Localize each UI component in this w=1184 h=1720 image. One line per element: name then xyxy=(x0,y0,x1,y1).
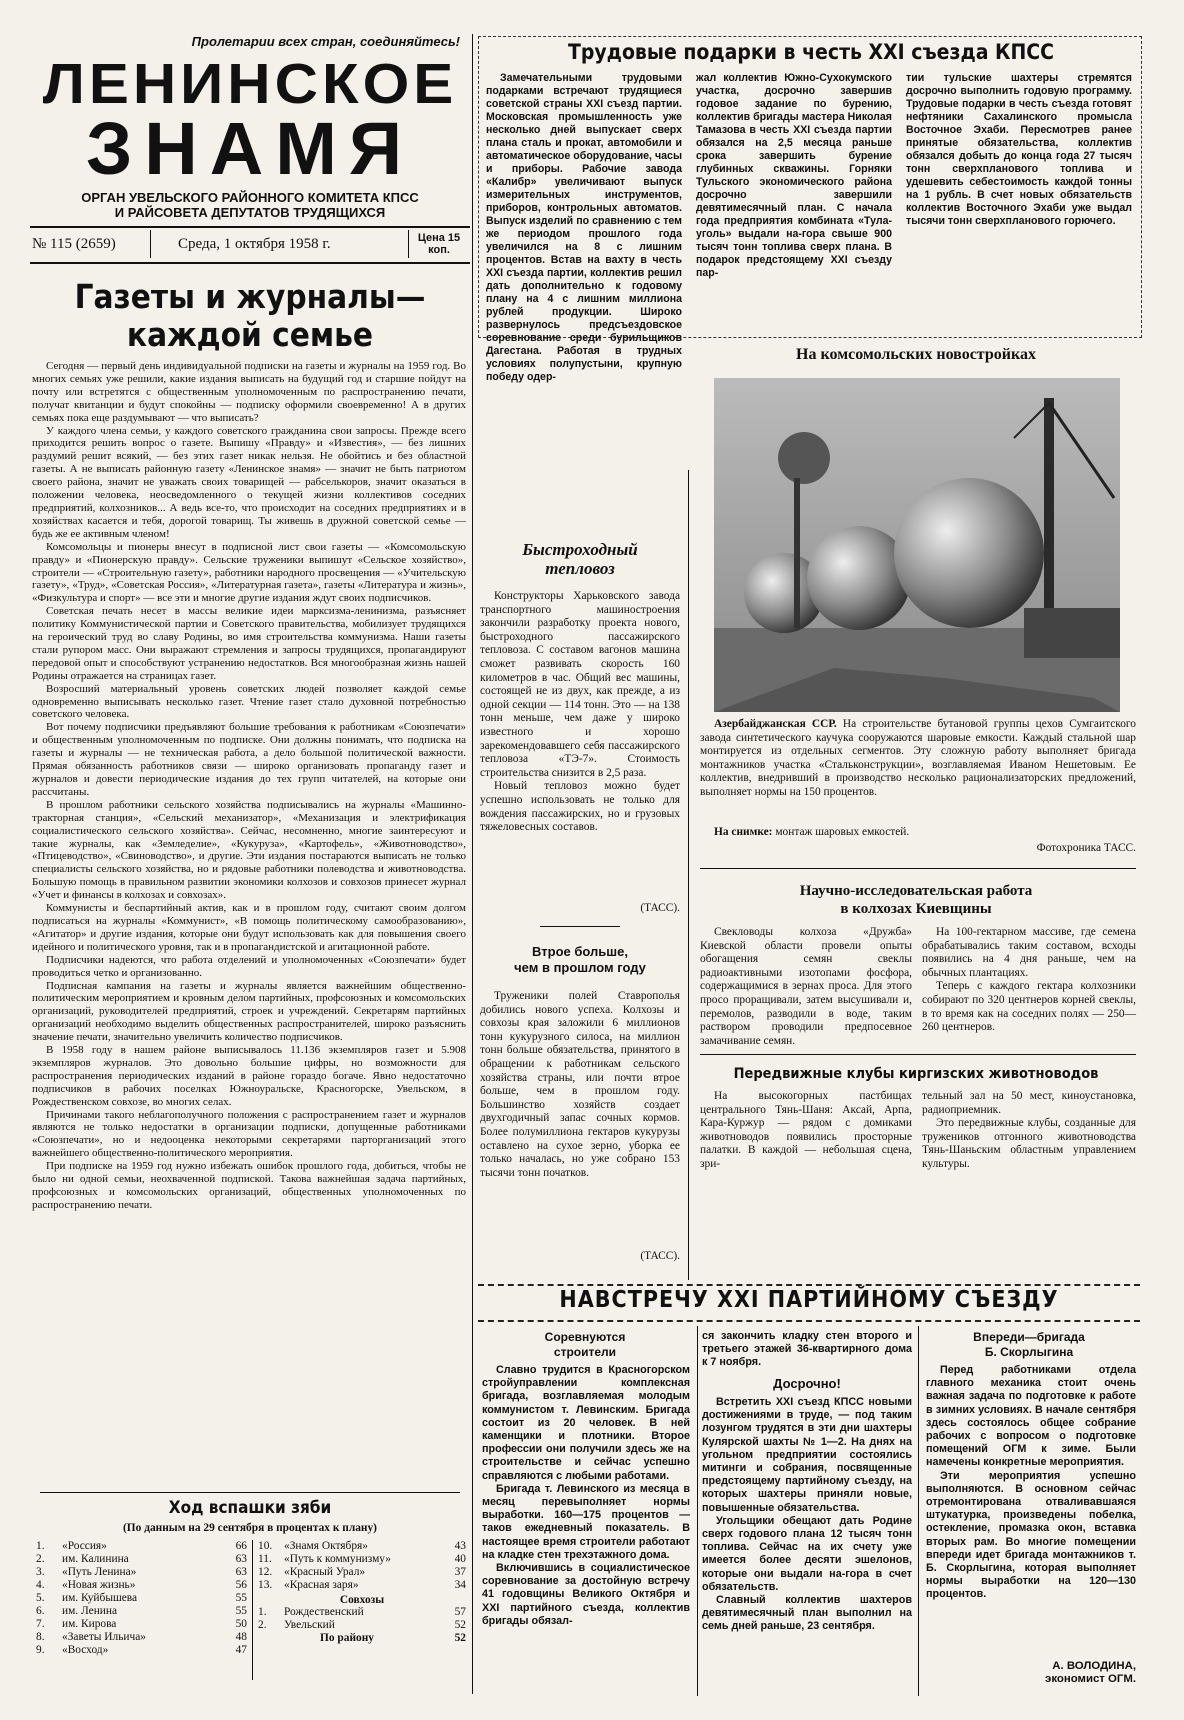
plowing-value: 40 xyxy=(454,1553,466,1565)
editorial-title: Газеты и журналы— каждой семье xyxy=(74,277,426,354)
paragraph: Славно трудится в Красногорском стройуправлении комплексная бригада, возглавляемая молодым коммунистом т. Левинским. Бригада состоит из 20 человек. В ней каменщики и плотники. Второе профессии они получили здесь же на строительстве и сейчас успешно справляются с любыми работами. xyxy=(482,1364,690,1482)
komsomol-caption: Азербайджанская ССР. На строительстве бутановой группы цехов Сумгаитского завода синтетического каучука сооружаются шаровые емкости. Каждый стальной шар монтируется из отдельных сегментов. Эту сложную работу выполняет бригада монтажников участка «Стальконструкции», возглавляемая Иваном Нешетовым. Ее коллектив, внедривший в производство несколько рационализаторских предложений, выполняет нормы на 150 процентов. xyxy=(700,718,1136,798)
paragraph: Конструкторы Харьковского завода транспортного машиностроения закончили разработку проекта нового, быстроходного пассажирского тепловоза. С составом вагонов машина сможет развивать скорость 160 километров в час. Общий вес машины, состоящей не из двух, как прежде, а из одной секции — 114 тонн. Это — на 138 тонн меньше, чем даже у широко известного и хорошо зарекомендовавшего себя пассажирского тепловоза «ТЭ-7». Стоимость строительства снизится в 2,5 раза. xyxy=(480,590,680,779)
clubs-title: Передвижные клубы киргизских животноводов xyxy=(733,1066,1099,1082)
paragraph: Включившись в социалистическое соревнование за достойную встречу 41 годовщины Великого Октября и XXI партийного съезда, коллектив бригады обязал- xyxy=(482,1562,690,1627)
plowing-name: им. Кирова xyxy=(62,1618,117,1630)
gifts-title: Трудовые подарки в честь XXI съезда КПСС xyxy=(567,40,1055,64)
plowing-value: 66 xyxy=(235,1540,247,1552)
congress-a3-author: А. ВОЛОДИНА, экономист ОГМ. xyxy=(1045,1660,1136,1685)
plowing-num: 3. xyxy=(36,1566,45,1578)
locomotive-title: Быстроходный тепловоз xyxy=(522,540,638,578)
clubs-col-2: тельный зал на 50 мест, киноустановка, радиоприемник. Это передвижные клубы, созданные для тружеников отгонного животноводства Тянь-Шаньским областным управлением культуры. xyxy=(922,1090,1136,1170)
plowing-row xyxy=(34,1644,249,1657)
plowing-name: «Восход» xyxy=(62,1644,109,1656)
plowing-name: «Россия» xyxy=(62,1540,107,1552)
plowing-num: 6. xyxy=(36,1605,45,1617)
plowing-num: 2. xyxy=(258,1619,267,1631)
plowing-row xyxy=(34,1540,249,1553)
paragraph: Советская печать несет в массы великие идеи марксизма-ленинизма, разъясняет политику Коммунистической партии и Советского правительства, мобилизует трудящихся на героический труд во славу Родины, во имя строительства коммунизма. Наши газеты стали рупором масс. Они выражают стремления и запросы трудящихся, пропагандируют передовой опыт и способствуют устранению недостатков. Вся многообразная жизнь нашей Родины отражается на страницах газет. xyxy=(32,605,466,682)
research-title: Научно-исследовательская работа в колхозах Киевщины xyxy=(799,883,1033,917)
plowing-row xyxy=(34,1605,249,1618)
plowing-name: Рождественский xyxy=(284,1606,364,1618)
plowing-row xyxy=(256,1566,468,1579)
plowing-num: 4. xyxy=(36,1579,45,1591)
plowing-name: им. Ленина xyxy=(62,1605,118,1617)
paragraph: В 1958 году в нашем районе выписывалось 11.136 экземпляров газет и 5.908 экземпляров журналов. Это довольно большие цифры, но возможности для распространения периодических изданий в районе гораздо богаче. Явно недостаточно подписчиков в рабочих поселках Южноуральске, Красногорске, Увельском, в Рождественском совхозе, во многих селах. xyxy=(32,1044,466,1108)
plowing-row xyxy=(34,1618,249,1631)
issue-date: Среда, 1 октября 1958 г. xyxy=(178,236,331,252)
paragraph: Эти мероприятия успешно выполняются. В основном сейчас отремонтирована отваливавшаяся штукатурка, произведены побелка, остекление, промазка окон, вставка вторых рам. Во многие помещении впереди идет бригада монтажников т. Б. Скорлыгина, которая выполняет нормы выработки на 120—130 процентов. xyxy=(926,1469,1136,1601)
congress-a2-continuation: ся закончить кладку стен второго и третьего этажей 36-квартирного дома к 7 ноября. xyxy=(702,1330,912,1369)
komsomol-photo-note: На снимке: монтаж шаровых емкостей. xyxy=(714,826,910,838)
plowing-name: «Знамя Октября» xyxy=(284,1540,368,1552)
plowing-row xyxy=(256,1553,468,1566)
paragraph: Причинами такого неблагополучного положения с распространением газет и журналов являются не только недостатки в организации подписки, допущенные работниками «Союзпечати», но и недооценка некоторыми секретарями парторганизаций этого важнейшего общественно-политического мероприятия. xyxy=(32,1108,466,1160)
locomotive-source: (ТАСС). xyxy=(640,902,680,914)
gifts-col-3: тии тульские шахтеры стремятся досрочно выполнить годовую программу. Трудовые подарки в честь съезда готовят нефтяники Сахалинского промысла Восточное Эхаби. Пересмотрев ранее принятые обязательства, коллектив обязался добыть до конца года 27 тысяч тонн сверхпланового топлива и удешевить себестоимость каждой тонны на 1 рубль. В счет новых обязательств коллектив Восточного Эхаби уже выдал тысячи тонн сверхпланового горючего. xyxy=(906,72,1132,227)
plowing-name: «Путь к коммунизму» xyxy=(284,1553,391,1565)
plowing-row xyxy=(256,1540,468,1553)
plowing-value: 37 xyxy=(454,1566,466,1578)
subtitle-line-1: ОРГАН УВЕЛЬСКОГО РАЙОННОГО КОМИТЕТА КПСС xyxy=(81,190,419,205)
plowing-value: 55 xyxy=(235,1605,247,1617)
plowing-num: 7. xyxy=(36,1618,45,1630)
plowing-value: 50 xyxy=(235,1618,247,1630)
plowing-name: «Красный Урал» xyxy=(284,1566,366,1578)
paragraph: Бригада т. Левинского из месяца в месяц перевыполняет нормы выработки. 160—175 процентов — таков ежедневный показатель. В настоящее время строители работают на кладке стен трехэтажного дома. xyxy=(482,1482,690,1561)
plowing-value: 56 xyxy=(235,1579,247,1591)
congress-a3-body xyxy=(926,1364,1136,1602)
komsomol-credit: Фотохроника ТАСС. xyxy=(1036,842,1136,854)
plowing-num: 9. xyxy=(36,1644,45,1656)
editorial-body xyxy=(32,360,466,1212)
paragraph: Перед работниками отдела главного механика стоит очень важная задача по подготовке к работе в зимних условиях. В начале сентября здесь состоялось общее собрание рабочих с вопросом о подготовке помещений ОГМ к зиме. Были намечены конкретные мероприятия. xyxy=(926,1364,1136,1469)
issue-price: Цена 15 коп. xyxy=(417,232,461,256)
plowing-name: «Красная заря» xyxy=(284,1579,359,1591)
plowing-value: 34 xyxy=(454,1579,466,1591)
plowing-name: им. Куйбышева xyxy=(62,1592,138,1604)
gifts-col-2: жал коллектив Южно-Сухокумского участка, досрочно завершив годовое задание по бурению, коллектив бригады мастера Николая Тамазова в честь XXI съезда партии обязался на 2,5 месяца раньше срока завершить бурение глубинных скважины. Горняки Тульского экономического района досрочно завершили девятимесячный план. С начала года предприятия комбината «Тула-уголь» выдали на-гора свыше 900 тысяч тонн топлива сверх плана. В подарок предстоящему XXI съезду пар- xyxy=(696,72,892,279)
locomotive-body xyxy=(480,590,680,835)
paragraph: В прошлом работники сельского хозяйства подписывались на журналы «Машинно-тракторная станция», «Сельский механизатор», «Механизация и электрификация социалистического сельского хозяйства». Сейчас, несомненно, многие заинтересуют и такие журналы, как «Земледелие», «Кукуруза», «Картофель», «Животноводство», «Птицеводство», «Свиноводство», и другие. Эти издания постараются выписать не только специалисты сельского хозяйства, но и рядовые работники полеводства и животноводства. Большую помощь в правильном развитии экономики колхозов и совхозов принесет журнал «Учет и финансы в колхозах и совхозах». xyxy=(32,798,466,902)
plowing-row xyxy=(34,1579,249,1592)
congress-banner: НАВСТРЕЧУ XXI ПАРТИЙНОМУ СЪЕЗДУ xyxy=(559,1287,1059,1313)
plowing-table-right xyxy=(256,1540,468,1645)
paragraph: У каждого члена семьи, у каждого советского гражданина свои запросы. Прежде всего приходится решить вопрос о газете. Выпишу «Правду» и «Известия», — без лишних раздумий решит всякий, — без этих газет никак нельзя. Не обойтись и без областной газеты. А не выписать районную газету «Ленинское знамя» — значит не быть патриотом своего района, значит не уважать своих товарищей — рабселькоров, значит оказаться в положении человека, неосведомленного о текущей жизни коллективов соседних предприятий, колхозников... А ведь все-то, что происходит на соседних предприятиях и в хозяйствах касается и тебя, дорогой товарищ. Ты живешь в дружной советской семье — будь же ее активным членом! xyxy=(32,424,466,540)
plowing-value: 48 xyxy=(235,1631,247,1643)
plowing-value: 47 xyxy=(235,1644,247,1656)
plowing-name: Увельский xyxy=(284,1619,335,1631)
district-value: 52 xyxy=(454,1632,466,1644)
title-line-2: ЗНАМЯ xyxy=(85,107,415,190)
sovkhozy-label: Совхозы xyxy=(339,1594,385,1606)
congress-a3-title: Впереди—бригада Б. Скорлыгина xyxy=(973,1330,1085,1359)
komsomol-title: На комсомольских новостройках xyxy=(796,346,1036,363)
plowing-num: 13. xyxy=(258,1579,273,1591)
paragraph: Комсомольцы и пионеры внесут в подписной лист свои газеты — «Комсомольскую правду» и «Пионерскую правду». Сельские труженики выпишут «Сельское хозяйство», строители — «Строительную газету», работники народного просвещения — «Учительскую газету», «Труд», «Советская Россия», «Литературная газета», газеты «Литература и жизнь», «Физкультура и спорт» — все эти и многие другие издания ждут своих подписчиков. xyxy=(32,540,466,605)
plowing-row xyxy=(34,1592,249,1605)
paragraph: Возросший материальный уровень советских людей позволяет каждой семье одновременно выписывать несколько газет. Чтение газет стало духовной потребностью советского человека. xyxy=(32,682,466,721)
paragraph: Коммунисты и беспартийный актив, как и в прошлом году, считают своим долгом подписаться на журналы «Коммунист», «В помощь политическому самообразованию», «Агитатор» и другие издания, которые они будут использовать как для повышения своего идейного и политического уровня, так и в пропагандистской и агитационной работе. xyxy=(32,902,466,953)
plowing-num: 11. xyxy=(258,1553,272,1565)
plowing-name: «Новая жизнь» xyxy=(62,1579,136,1591)
plowing-value: 43 xyxy=(454,1540,466,1552)
plowing-row xyxy=(256,1606,468,1619)
plowing-row xyxy=(256,1579,468,1592)
congress-a2-title: Досрочно! xyxy=(773,1376,841,1391)
construction-photo xyxy=(714,378,1120,712)
paragraph: Вот почему подписчики предъявляют большие требования к работникам «Союзпечати» и общественным уполномоченным по подписке. Они должны понимать, что подписка на газеты и журналы — не техническая работа, а дело большой политической важности. Прямая обязанность работников связи — широко организовать пропаганду газет и журналов и довести периодические издания до тех групп читателей, на которые они рассчитаны. xyxy=(32,721,466,798)
plowing-num: 12. xyxy=(258,1566,273,1578)
triple-title: Втрое больше, чем в прошлом году xyxy=(514,944,646,975)
paragraph: Подписчики надеются, что работа отделений и уполномоченных «Союзпечати» будет проводиться четко и организованно. xyxy=(32,953,466,979)
plowing-subtitle: (По данным на 29 сентября в процентах к плану) xyxy=(123,1522,377,1534)
gifts-col-1: Замечательными трудовыми подарками встречают трудящиеся советской страны XXI съезд партии. Московская промышленность уже несколько дней выпускает сверх плана сталь и прокат, автомобили и автоматическое оборудование, часы и приборы. Рабочие завода «Калибр» увеличивают выпуск измерительных инструментов, приборов, контрольных автоматов. Выпуск изделий по сравнению с тем же периодом прошлого года увеличился на 8 с лишним процентов. Встав на вахту в честь XXI съезда партии, коллектив решил дать дополнительно к годовому плану на 4 с лишним миллиона рублей продукции. Широко развернулось предсъездовское соревнование среди бурильщиков Дагестана. Работая в трудных условиях полупустыни, крупную победу одер- xyxy=(486,72,682,383)
plowing-value: 52 xyxy=(454,1619,466,1631)
paragraph: Сегодня — первый день индивидуальной подписки на газеты и журналы на 1959 год. Во многих семьях уже решили, какие издания выписать на будущий год и старшие пойдут на почту или встретятся с общественным уполномоченным по распространению печати, получат квитанции и будут спокойны — подписку оформили своевременно! А в других семьях пока еще раздумывают — что выписать? xyxy=(32,360,466,424)
paragraph: Новый тепловоз можно будет успешно использовать не только для вождения пассажирских, но и грузовых тяжеловесных составов. xyxy=(480,780,680,834)
plowing-value: 63 xyxy=(235,1553,247,1565)
paragraph: Славный коллектив шахтеров девятимесячный план выполнил на семь дней раньше, 23 сентября. xyxy=(702,1594,912,1633)
plowing-name: «Заветы Ильича» xyxy=(62,1631,146,1643)
plowing-num: 1. xyxy=(36,1540,45,1552)
plowing-value: 63 xyxy=(235,1566,247,1578)
congress-a1-title: Соревнуются строители xyxy=(544,1330,626,1359)
plowing-num: 5. xyxy=(36,1592,45,1604)
triple-body: Труженики полей Ставрополья добились нового успеха. Колхозы и совхозы края заложили 6 миллионов тонн кукурузного силоса, на миллион тонн больше обязательства, принятого в обращении к работникам сельского хозяйства страны, или почти втрое больше, чем в прошлом году. Большинство хозяйств создает двухгодичный запас сочных кормов. Более полумиллиона гектаров кукурузы оставлено на сухое зерно, уборка ее только началась, но уже собрано 153 тысячи тонн початков. xyxy=(480,990,680,1179)
masthead-subtitle xyxy=(30,190,470,220)
paragraph: При подписке на 1959 год нужно избежать ошибок прошлого года, добиться, чтобы не было ни одной семьи, неохваченной подпиской. Такова важнейшая задача партийных, профсоюзных и комсомольских организаций, общественных уполномоченных по распространению печати. xyxy=(32,1160,466,1211)
district-label: По району xyxy=(320,1632,374,1644)
plowing-row xyxy=(256,1619,468,1632)
congress-a2-body xyxy=(702,1396,912,1634)
research-col-2: На 100-гектарном массиве, где семена обрабатывались таким составом, всходы появились на 4 дня раньше, чем на обычных плантациях. Теперь с каждого гектара колхозники собирают по 320 центнеров корней свеклы, в то время как на соседних полях — 250—260 центнеров. xyxy=(922,926,1136,1034)
congress-a1-body xyxy=(482,1364,690,1628)
construction-photo-image xyxy=(714,378,1120,712)
plowing-table-left xyxy=(34,1540,249,1657)
plowing-num: 8. xyxy=(36,1631,45,1643)
plowing-row xyxy=(34,1553,249,1566)
paragraph: Встретить XXI съезд КПСС новыми достижениями в труде, — под таким лозунгом трудятся в эти дни шахтеры Кулярской шахты № 1—2. На днях на угольном предприятии состоялись митинги и собрания, посвященные предстоящему партийному съезду, на которых шахтеры приняли новые, повышенные обязательства. xyxy=(702,1396,912,1514)
clubs-col-1: На высокогорных пастбищах центрального Тянь-Шаня: Аксай, Арпа, Кара-Куржур — рядом с домиками животноводов появились просторные палатки. В каждой — небольшая сцена, зри- xyxy=(700,1090,912,1170)
research-col-1: Свекловоды колхоза «Дружба» Киевской области провели опыты обогащения семян свеклы радиоактивными изотопами фосфора, содержащимися в зернах проса. Для этого просо проращивали, затем высушивали и, перемолов, разводили в воде, таким раствором проводили предпосевное замачивание семян. xyxy=(700,926,912,1047)
plowing-name: «Путь Ленина» xyxy=(62,1566,137,1578)
plowing-row xyxy=(34,1631,249,1644)
subtitle-line-2: И РАЙСОВЕТА ДЕПУТАТОВ ТРУДЯЩИХСЯ xyxy=(114,205,386,220)
triple-source: (ТАСС). xyxy=(640,1250,680,1262)
paragraph: Подписная кампания на газеты и журналы является важнейшим общественно-политическим мероприятием и кровным делом партийных, профсоюзных и комсомольских организаций, руководителей предприятий, строек и учреждений. Секретарям партийных организаций необходимо выделить общественных распространителей, широко разъяснить значение печати, значительно увеличить количество подписчиков. xyxy=(32,979,466,1044)
plowing-num: 1. xyxy=(258,1606,267,1618)
plowing-value: 55 xyxy=(235,1592,247,1604)
plowing-num: 2. xyxy=(36,1553,45,1565)
plowing-row xyxy=(34,1566,249,1579)
title-line-1: ЛЕНИНСКОЕ xyxy=(42,51,458,116)
plowing-title: Ход вспашки зяби xyxy=(168,1498,332,1518)
masthead-title xyxy=(30,51,470,190)
plowing-name: им. Калинина xyxy=(62,1553,129,1565)
plowing-value: 57 xyxy=(454,1606,466,1618)
paragraph: Угольщики обещают дать Родине сверх годового плана 12 тысяч тонн топлива. Сейчас на их счету уже имеется более десяти эшелонов, которые они выдали на-гора в счет обязательств. xyxy=(702,1514,912,1593)
slogan: Пролетарии всех стран, соединяйтесь! xyxy=(191,34,460,49)
issue-number: № 115 (2659) xyxy=(32,236,116,252)
plowing-num: 10. xyxy=(258,1540,273,1552)
